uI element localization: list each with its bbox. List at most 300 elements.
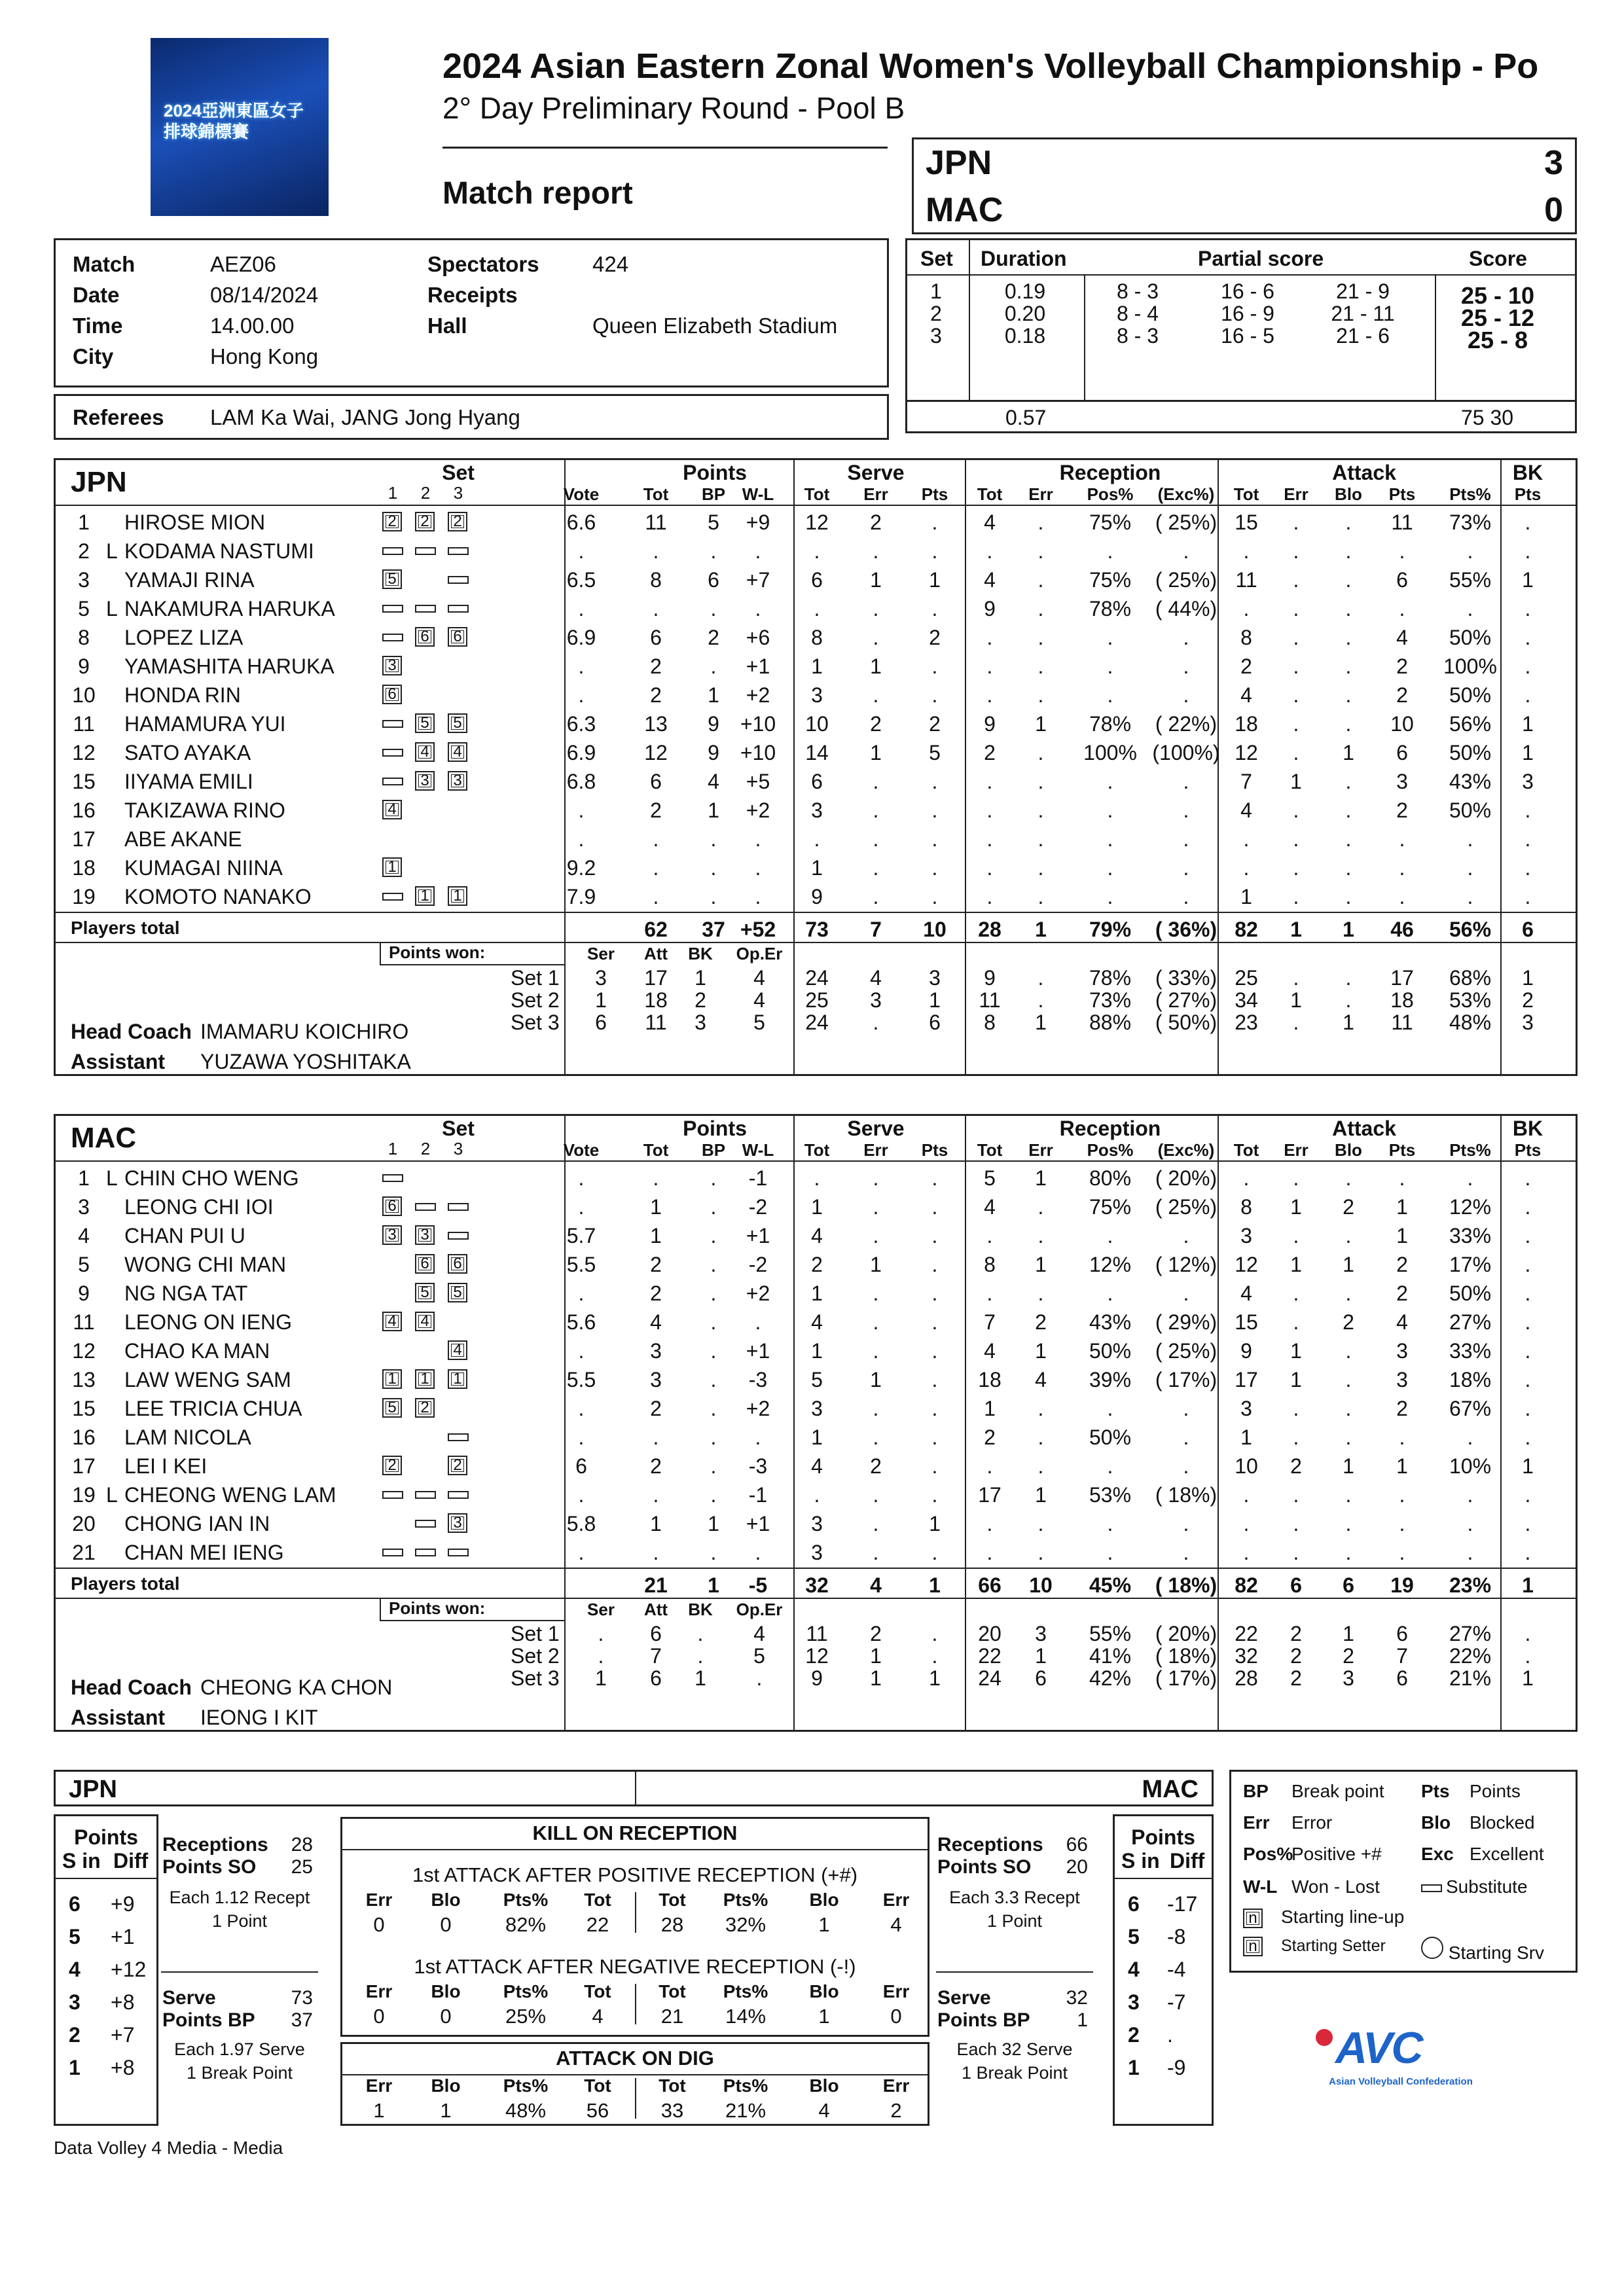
stat-bk: . [1525, 827, 1531, 851]
stat-wl: +2 [746, 1282, 770, 1305]
starting-position-icon: 3 [448, 1513, 467, 1533]
partial-score: 8 - 3 [1116, 279, 1159, 303]
player-number: 20 [72, 1512, 96, 1535]
kill-on-reception-box [340, 1817, 929, 2037]
jpn-sin-label: S in [62, 1849, 101, 1873]
stat-ablo: . [1345, 1426, 1352, 1449]
stat-rerr: . [1038, 655, 1044, 678]
stat-exc: ( 17%) [1155, 1368, 1218, 1391]
hall-label: Hall [427, 314, 467, 338]
stat-aerr: . [1293, 798, 1299, 822]
stat-spts: . [931, 1368, 938, 1391]
stat-serr: . [873, 1397, 879, 1420]
rotation-diff: +12 [111, 1958, 147, 1981]
total-ablo: 1 [1343, 918, 1354, 941]
set-stat-apts: 17 [1390, 966, 1414, 990]
attack-value: 4 [818, 2099, 830, 2122]
stat-ablo: . [1345, 885, 1352, 908]
player-number: 4 [78, 1224, 90, 1247]
points-won-header: Op.Er [736, 1600, 783, 1619]
stat-rerr: 1 [1035, 712, 1047, 736]
stat-aptsp: 55% [1449, 568, 1492, 592]
set-score-box [905, 238, 1577, 402]
set-stat-serr: 1 [870, 1644, 882, 1668]
attack-col-header: Blo [809, 1890, 839, 1910]
legend-desc: Won - Lost [1291, 1876, 1380, 1897]
set-stat-aptsp: 27% [1449, 1622, 1492, 1645]
jpn-stats-table [54, 458, 1578, 1076]
stat-vote: 5.8 [566, 1512, 596, 1535]
column-header: Tot [1233, 1140, 1259, 1160]
stat-pos: . [1107, 539, 1113, 563]
stat-ptot: . [653, 1166, 659, 1190]
points-header: Points [683, 1117, 747, 1140]
stat-apts: 4 [1396, 1310, 1408, 1334]
player-number: 10 [72, 683, 96, 707]
set-final-score: 25 - 12 [1460, 304, 1535, 331]
stat-aerr: . [1293, 885, 1299, 908]
stat-bp: . [710, 1541, 717, 1564]
set-stat-apts: 18 [1390, 988, 1414, 1012]
stat-atot: . [1243, 1166, 1250, 1190]
stat-rtot: . [986, 1541, 993, 1564]
substitute-icon [382, 1174, 403, 1182]
total-duration: 0.57 [1005, 406, 1047, 429]
stat-spts: . [931, 1339, 938, 1363]
stat-aptsp: 56% [1449, 712, 1492, 736]
starting-position-icon: 1 [448, 886, 467, 906]
set-stat-rerr: . [1038, 966, 1044, 990]
set-stat-ablo: . [1345, 988, 1352, 1012]
stat-pos: . [1107, 1282, 1113, 1305]
stat-pos: 75% [1089, 511, 1132, 534]
set-header: Set [442, 1117, 475, 1140]
points-won-att: 11 [645, 1011, 667, 1034]
substitute-icon [382, 1549, 403, 1556]
stat-ptot: 1 [650, 1195, 662, 1219]
stat-stot: 5 [811, 1368, 823, 1391]
stat-apts: 2 [1396, 1282, 1408, 1305]
stat-spts: . [931, 511, 938, 534]
stat-rerr: . [1038, 511, 1044, 534]
stat-pos: . [1107, 683, 1113, 707]
stat-ablo: . [1345, 1166, 1352, 1190]
stat-stot: . [814, 1483, 820, 1507]
points-won-label: Points won: [389, 1598, 486, 1618]
stat-vote: 6.3 [566, 712, 596, 736]
stat-rerr: 1 [1035, 1339, 1047, 1363]
partial-score: 8 - 3 [1116, 324, 1159, 348]
stat-serr: . [873, 539, 879, 563]
set-stat-aptsp: 21% [1449, 1666, 1492, 1690]
starting-position-icon: 1 [415, 1369, 435, 1389]
stat-rerr: . [1038, 798, 1044, 822]
total-atot: 82 [1235, 1573, 1258, 1597]
stat-pos: . [1107, 655, 1113, 678]
stat-vote: . [578, 683, 585, 707]
stat-aptsp: 12% [1449, 1195, 1492, 1219]
stat-aptsp: 73% [1449, 511, 1492, 534]
stat-bk: . [1525, 1253, 1531, 1276]
stat-atot: 15 [1235, 511, 1258, 534]
stat-atot: 12 [1235, 741, 1258, 764]
legend-abbrev: Pos% [1243, 1844, 1293, 1864]
stat-spts: . [931, 827, 938, 851]
stat-vote: . [578, 1195, 585, 1219]
stat-stot: . [814, 1166, 820, 1190]
stat-aptsp: . [1467, 1541, 1473, 1564]
city-label: City [73, 344, 114, 368]
head-coach-label: Head Coach [71, 1676, 192, 1699]
stat-stot: 1 [811, 1282, 823, 1305]
stat-vote: 6 [575, 1454, 587, 1478]
stat-bp: . [710, 856, 717, 880]
attack-col-header: Blo [809, 2075, 839, 2096]
stat-aptsp: . [1467, 1426, 1473, 1449]
attack-col-header: Tot [584, 1981, 611, 2001]
referees: LAM Ka Wai, JANG Jong Hyang [210, 405, 520, 429]
set-stat-spts: . [931, 1622, 938, 1645]
set-label: Set 1 [511, 1622, 560, 1645]
set-stat-serr: 4 [870, 966, 882, 990]
stat-atot: 15 [1235, 1310, 1258, 1334]
stat-pos: . [1107, 1397, 1113, 1420]
set-stat-rtot: 11 [979, 988, 1001, 1012]
attack-value: 0 [373, 1913, 385, 1936]
stat-apts: 1 [1396, 1195, 1408, 1219]
column-header: Err [1028, 1140, 1053, 1160]
stat-spts: . [931, 1541, 938, 1564]
stat-aerr: 1 [1290, 1368, 1302, 1391]
total-wl: -5 [748, 1573, 768, 1597]
avc-mark: AVC [1335, 2023, 1422, 2073]
stat-bp: . [710, 885, 717, 908]
stat-bp: . [710, 1426, 717, 1449]
attack-value: 4 [890, 1913, 902, 1936]
stat-stot: 1 [811, 655, 823, 678]
stat-rtot: . [986, 856, 993, 880]
stat-apts: 10 [1390, 712, 1414, 736]
attack-value: 0 [373, 2005, 385, 2028]
stat-bk: . [1525, 1195, 1531, 1219]
stat-serr: . [873, 626, 879, 649]
summary-team-bar [54, 1770, 1214, 1806]
stat-aerr: . [1293, 626, 1299, 649]
stat-ablo: . [1345, 1512, 1352, 1535]
stat-vote: . [578, 597, 585, 620]
set-stat-bk: 1 [1522, 1666, 1534, 1690]
stat-pos: 53% [1089, 1483, 1132, 1507]
substitute-icon [382, 749, 403, 757]
stat-rerr: . [1038, 1397, 1044, 1420]
stat-pos: 78% [1089, 712, 1132, 736]
player-number: 13 [72, 1368, 96, 1391]
total-rerr: 10 [1029, 1573, 1053, 1597]
player-name: CHIN CHO WENG [124, 1166, 299, 1190]
player-name: TAKIZAWA RINO [124, 798, 285, 822]
stat-aptsp: . [1467, 856, 1473, 880]
stat-ablo: . [1345, 1397, 1352, 1420]
set-stat-spts: 6 [929, 1011, 941, 1034]
stat-ptot: 1 [650, 1224, 662, 1247]
stat-vote: . [578, 1397, 585, 1420]
stat-aerr: . [1293, 568, 1299, 592]
spectators: 424 [592, 252, 629, 276]
stat-wl: +5 [746, 770, 770, 793]
stat-ptot: 2 [650, 798, 662, 822]
stat-wl: . [755, 856, 761, 880]
stat-serr: . [873, 770, 879, 793]
total-rtot: 66 [978, 1573, 1001, 1597]
assistant-coach: YUZAWA YOSHITAKA [200, 1050, 411, 1073]
stat-aerr: . [1293, 1397, 1299, 1420]
stat-wl: +2 [746, 683, 770, 707]
stat-aerr: . [1293, 597, 1299, 620]
set-stat-aptsp: 48% [1449, 1011, 1492, 1034]
stat-rerr: 1 [1035, 1253, 1047, 1276]
stat-stot: 6 [811, 568, 823, 592]
stat-wl: . [755, 1541, 761, 1564]
starting-position-icon: 4 [448, 742, 467, 762]
set-stat-rerr: 3 [1035, 1622, 1047, 1645]
stat-vote: . [578, 655, 585, 678]
rotation-diff: . [1167, 2023, 1173, 2047]
attack-value: 21 [660, 2005, 684, 2028]
substitute-icon [448, 576, 469, 584]
stat-ptot: 11 [645, 511, 667, 534]
stat-rerr: . [1038, 856, 1044, 880]
stat-pos: 43% [1089, 1310, 1132, 1334]
set-num-header: 2 [420, 1139, 431, 1158]
stat-vote: . [578, 1541, 585, 1564]
date-label: Date [73, 283, 120, 307]
stat-spts: . [931, 770, 938, 793]
legend-box [1229, 1770, 1578, 1973]
legend-starting: n Starting line-up [1243, 1907, 1404, 1928]
column-header: Pts [1388, 484, 1416, 504]
reception-header: Reception [1059, 1117, 1161, 1140]
starting-position-icon: 1 [448, 1369, 467, 1389]
stat-bk: . [1525, 1166, 1531, 1190]
player-name: LAW WENG SAM [124, 1368, 291, 1391]
stat-ablo: . [1345, 597, 1352, 620]
stat-ablo: . [1345, 568, 1352, 592]
stat-ablo: . [1345, 1541, 1352, 1564]
set-label: Set 2 [511, 988, 560, 1012]
player-number: 18 [72, 856, 96, 880]
stat-stot: 4 [811, 1310, 823, 1334]
player-name: LEE TRICIA CHUA [124, 1397, 302, 1420]
stat-exc: . [1183, 1512, 1189, 1535]
stat-aptsp: 17% [1449, 1253, 1492, 1276]
stat-aptsp: . [1467, 1512, 1473, 1535]
set-stat-spts: 1 [929, 988, 941, 1012]
set-num-header: 3 [453, 1139, 463, 1158]
stat-wl: -1 [748, 1483, 768, 1507]
time-label: Time [73, 314, 123, 338]
stat-apts: . [1399, 1426, 1405, 1449]
player-number: 17 [72, 827, 96, 851]
stat-atot: 1 [1240, 1426, 1252, 1449]
attack-col-header: Err [882, 1981, 910, 2001]
stat-serr: 1 [870, 1368, 882, 1391]
stat-rerr: . [1038, 597, 1044, 620]
stat-rerr: 4 [1035, 1368, 1047, 1391]
starting-setter-icon: n [1243, 1937, 1263, 1956]
stat-exc: ( 25%) [1155, 511, 1218, 534]
stat-rtot: 4 [984, 1339, 996, 1363]
attack-col-header: Pts% [503, 1890, 549, 1910]
stat-spts: . [931, 1195, 938, 1219]
stat-exc: . [1183, 626, 1189, 649]
legend-abbrev: Err [1243, 1812, 1270, 1833]
stat-bk: . [1525, 1426, 1531, 1449]
total-apts: 46 [1390, 918, 1414, 941]
stat-serr: 1 [870, 568, 882, 592]
logo-text: 2024亞洲東區女子排球錦標賽 [164, 101, 304, 141]
substitute-icon [382, 893, 403, 901]
stat-ptot: 6 [650, 770, 662, 793]
column-header: Blo [1335, 1140, 1362, 1160]
starting-position-icon: 6 [448, 1254, 467, 1274]
starting-position-icon: 5 [382, 1398, 402, 1418]
stat-ablo: . [1345, 683, 1352, 707]
total-serr: 4 [870, 1573, 882, 1597]
stat-pos: 75% [1089, 1195, 1132, 1219]
stat-apts: 2 [1396, 683, 1408, 707]
stat-rerr: . [1038, 1512, 1044, 1535]
stat-stot: 3 [811, 1541, 823, 1564]
report-title: Match report [442, 176, 633, 211]
attack-value: 48% [505, 2099, 547, 2122]
set-stat-pos: 55% [1089, 1622, 1132, 1645]
column-header: Tot [643, 484, 669, 504]
rotation-number: 1 [69, 2056, 81, 2079]
legend-desc: Excellent [1470, 1844, 1544, 1864]
column-header: Err [1284, 484, 1308, 504]
stat-exc: . [1183, 1282, 1189, 1305]
attack-col-header: Err [882, 1890, 910, 1910]
stat-bp: 6 [708, 568, 719, 592]
set-header: Set [442, 461, 475, 484]
starting-position-icon: 3 [448, 771, 467, 791]
stat-exc: . [1183, 539, 1189, 563]
stat-atot: 7 [1240, 770, 1252, 793]
set-stat-atot: 23 [1235, 1011, 1258, 1034]
starting-position-icon: 4 [415, 1312, 435, 1331]
attack-value: 33 [660, 2099, 684, 2122]
set-label: Set 3 [511, 1011, 560, 1034]
stat-rerr: . [1038, 741, 1044, 764]
stat-aerr: . [1293, 1541, 1299, 1564]
legend-substitute: Substitute [1421, 1876, 1528, 1897]
player-number: 1 [78, 1166, 90, 1190]
attack-col-header: Err [365, 1981, 393, 2001]
attack-col-header: Pts% [723, 1981, 768, 2001]
total-stot: 32 [805, 1573, 829, 1597]
stat-rerr: . [1038, 626, 1044, 649]
stat-bp: 5 [708, 511, 719, 534]
rotation-diff: -7 [1167, 1990, 1186, 2014]
set-stat-stot: 25 [805, 988, 829, 1012]
set-stat-pos: 41% [1089, 1644, 1132, 1668]
stat-apts: . [1399, 827, 1405, 851]
stat-apts: 2 [1396, 1253, 1408, 1276]
player-number: 16 [72, 1426, 96, 1449]
set-stat-aerr: 1 [1290, 988, 1302, 1012]
player-number: 19 [72, 1483, 96, 1507]
match-info-box [54, 238, 889, 387]
stat-ptot: 3 [650, 1368, 662, 1391]
stat-rtot: . [986, 1224, 993, 1247]
stat-serr: 2 [870, 712, 882, 736]
stat-rerr: . [1038, 827, 1044, 851]
stat-vote: 5.5 [566, 1253, 596, 1276]
stat-aerr: . [1293, 683, 1299, 707]
stat-aptsp: 100% [1443, 655, 1497, 678]
starting-position-icon: 1 [382, 857, 402, 877]
stat-bk: . [1525, 798, 1531, 822]
result-box [912, 137, 1577, 234]
stat-vote: 6.9 [566, 741, 596, 764]
total-stot: 73 [805, 918, 829, 941]
total-ptot: 62 [644, 918, 668, 941]
starting-lineup-icon: n [1243, 1909, 1263, 1928]
legend-abbrev: Blo [1421, 1812, 1451, 1833]
libero-mark: L [106, 597, 118, 620]
stat-exc: ( 25%) [1155, 568, 1218, 592]
stat-spts: . [931, 597, 938, 620]
tournament-logo [151, 38, 329, 216]
set-number: 3 [930, 324, 942, 348]
player-name: CHAN PUI U [124, 1224, 245, 1247]
stat-pos: 80% [1089, 1166, 1132, 1190]
stat-ptot: . [653, 1483, 659, 1507]
stat-ptot: . [653, 827, 659, 851]
set-stat-stot: 9 [811, 1666, 823, 1690]
stat-atot: 12 [1235, 1253, 1258, 1276]
stat-atot: 11 [1235, 568, 1257, 592]
players-total-label: Players total [71, 918, 180, 938]
points-header: Points [683, 461, 747, 484]
attack-col-header: Blo [431, 1890, 461, 1910]
stat-aptsp: . [1467, 1166, 1473, 1190]
substitute-icon [448, 547, 469, 555]
set-stat-ablo: 1 [1343, 1011, 1354, 1034]
stat-exc: . [1183, 885, 1189, 908]
set-stat-exc: ( 50%) [1155, 1011, 1218, 1034]
stat-aerr: . [1293, 1512, 1299, 1535]
column-header: Tot [977, 1140, 1003, 1160]
starting-position-icon: 3 [415, 771, 435, 791]
stat-bp: . [710, 539, 717, 563]
footer-credit: Data Volley 4 Media - Media [54, 2138, 283, 2158]
stat-vote: . [578, 1282, 585, 1305]
attack-value: 1 [818, 1913, 830, 1936]
points-won-ser: 6 [595, 1011, 607, 1034]
stat-ablo: . [1345, 856, 1352, 880]
set-stat-stot: 12 [805, 1644, 829, 1668]
set-stat-aptsp: 68% [1449, 966, 1492, 990]
set-stat-rerr: 1 [1035, 1011, 1047, 1034]
player-number: 5 [78, 1253, 90, 1276]
stat-aptsp: . [1467, 597, 1473, 620]
stat-serr: 1 [870, 655, 882, 678]
points-won-header: Att [643, 944, 668, 963]
stat-ptot: 2 [650, 1282, 662, 1305]
stat-atot: 1 [1240, 885, 1252, 908]
match-label: Match [73, 252, 135, 276]
